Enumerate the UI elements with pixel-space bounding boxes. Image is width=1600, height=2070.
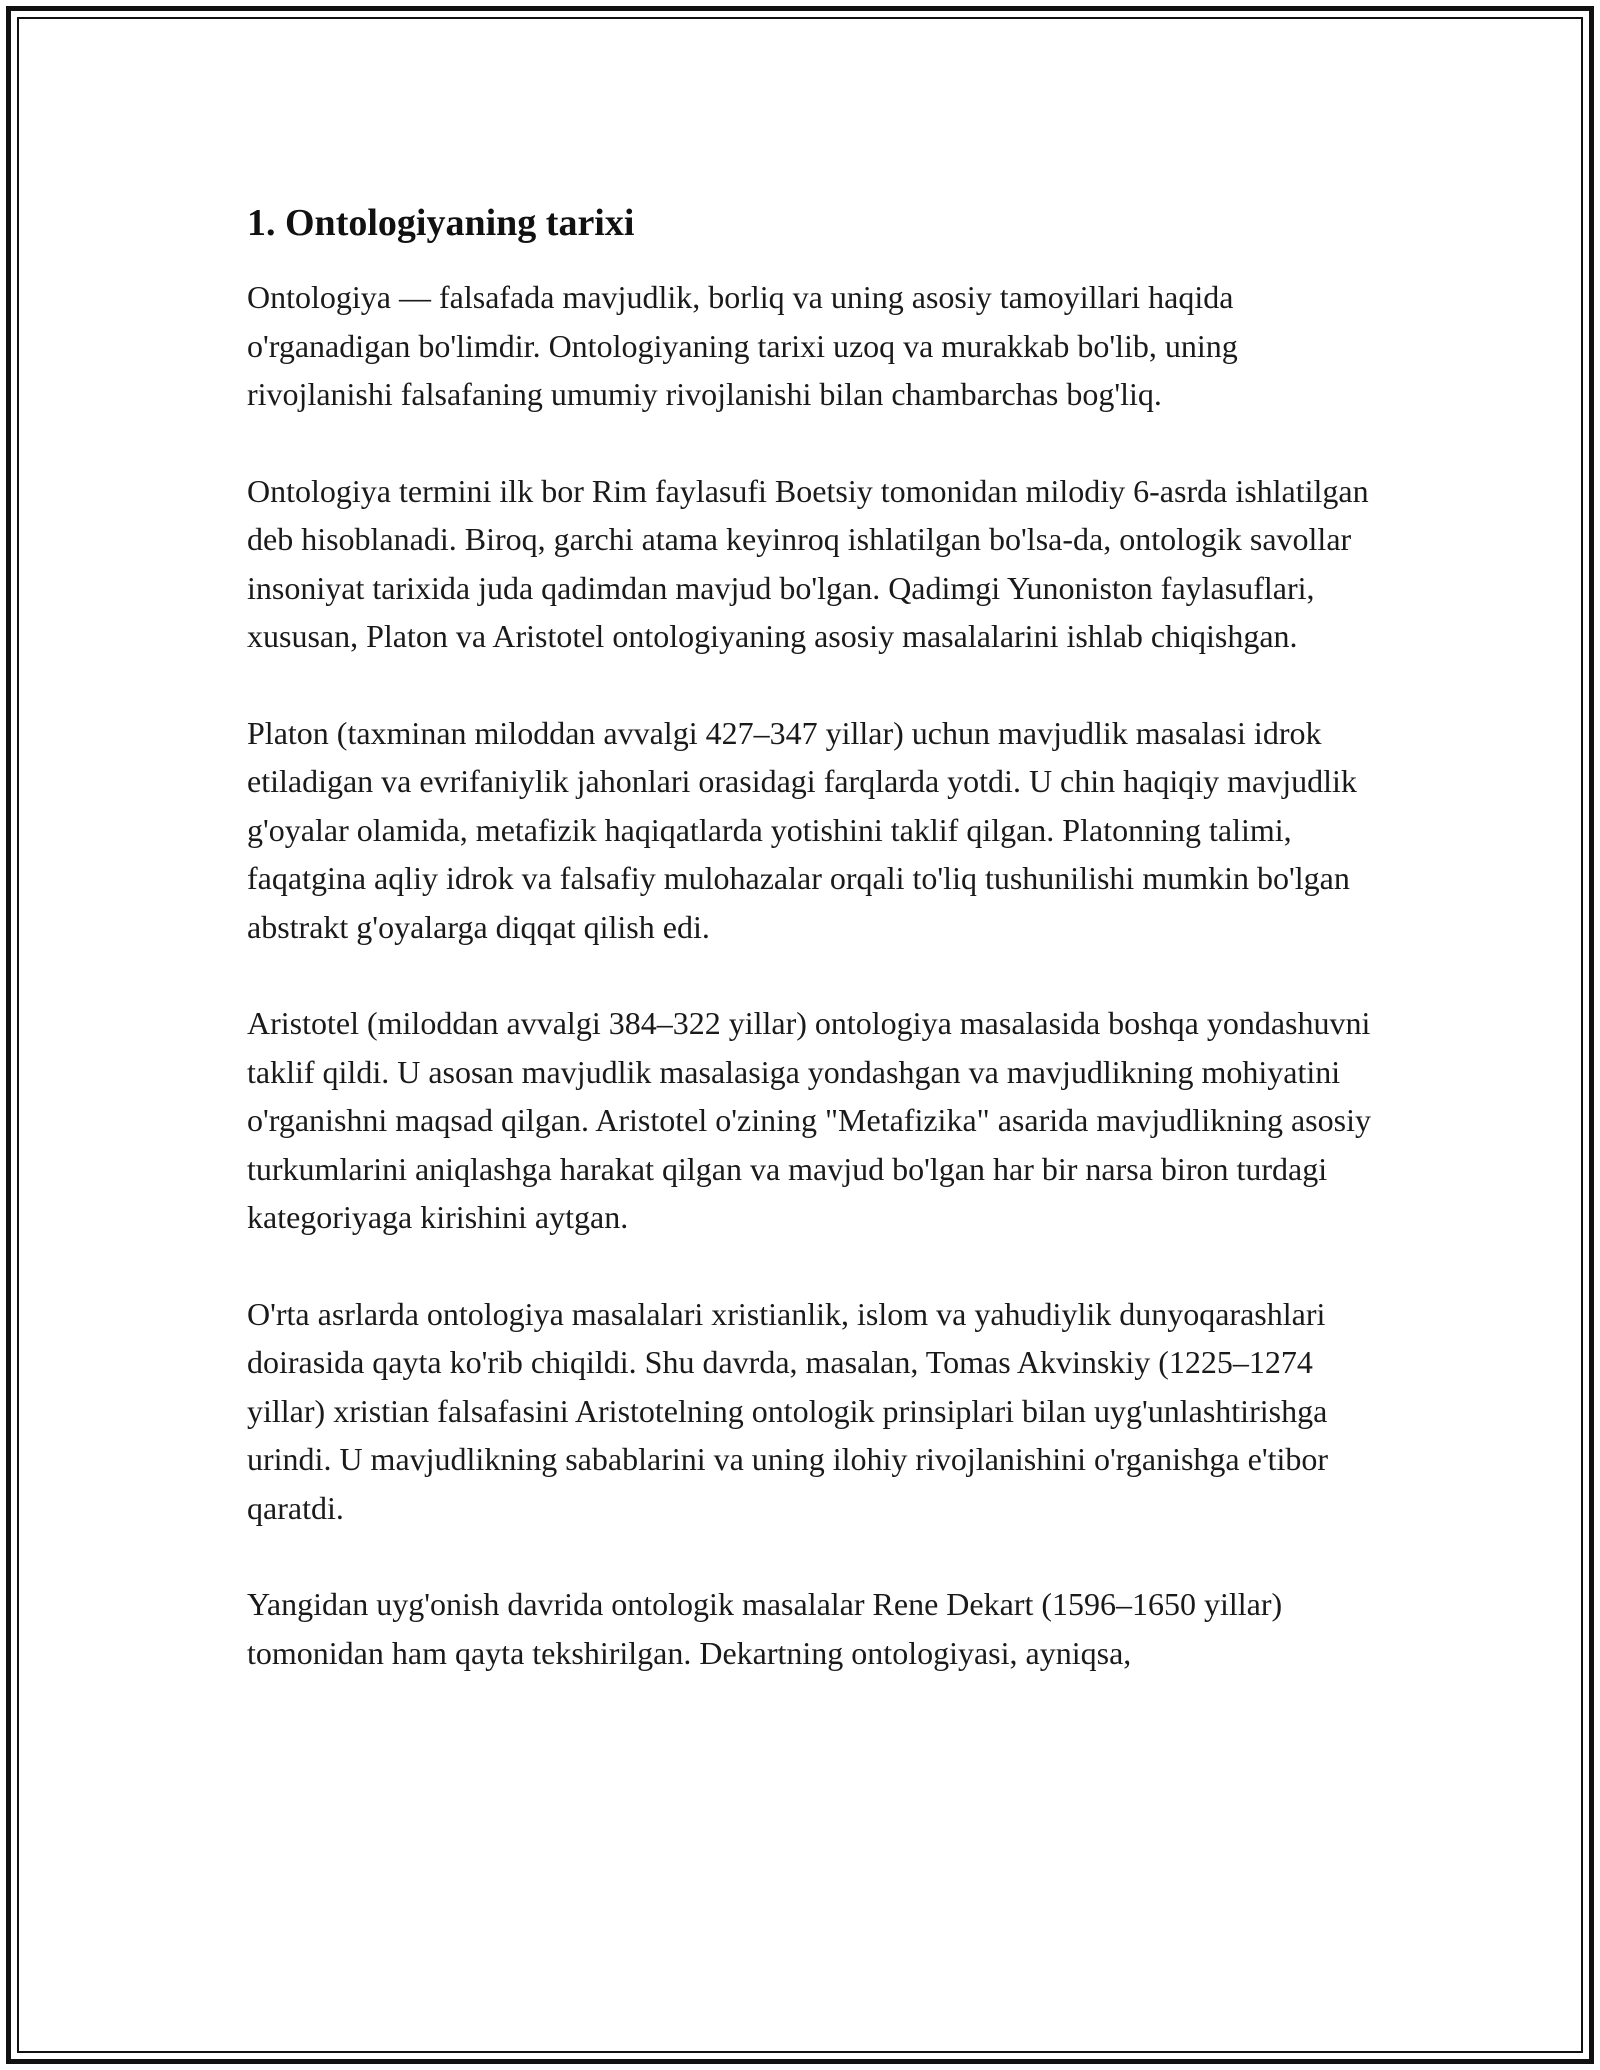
paragraph-intro: Ontologiya — falsafada mavjudlik, borliq va uning asosiy tamoyillari haqida o'rganadigan bo'limdir. Ontologiyaning tarixi uzoq va murakkab bo'lib, uning rivojlanishi falsafaning umumiy rivojlanishi bilan chambarchas bog'liq. xyxy=(247,279,1238,412)
paragraph-middle-ages: O'rta asrlarda ontologiya masalalari xristianlik, islom va yahudiylik dunyoqarashlari doirasida qayta ko'rib chiqildi. Shu davrda, masalan, Tomas Akvinskiy (1225–1274 yillar) xristian falsafasini Aristotelning ontologik prinsiplari bilan uyg'unlashtirishga urindi. U mavjudlikning sabablarini va uning ilohiy rivojlanishini o'rganishga e'tibor qaratdi. xyxy=(247,1295,1329,1526)
document-body xyxy=(247,197,1387,1725)
paragraph-boetsiy: Ontologiya termini ilk bor Rim faylasufi Boetsiy tomonidan milodiy 6-asrda ishlatilgan deb hisoblanadi. Biroq, garchi atama keyinroq ishlatilgan bo'lsa-da, ontologik savollar insoniyat tarixida juda qadimdan mavjud bo'lgan. Qadimgi Yunoniston faylasuflari, xususan, Platon va Aristotel ontologiyaning asosiy masalalarini ishlab chiqishgan. xyxy=(247,472,1369,654)
section-heading: 1. Ontologiyaning tarixi xyxy=(247,202,635,244)
paragraph-aristotel: Aristotel (miloddan avvalgi 384–322 yillar) ontologiya masalasida boshqa yondashuvni taklif qildi. U asosan mavjudlik masalasiga yondashgan va mavjudlikning mohiyatini o'rganishni maqsad qilgan. Aristotel o'zining "Metafizika" asarida mavjudlikning asosiy turkumlarini aniqlashga harakat qilgan va mavjud bo'lgan har bir narsa biron turdagi kategoriyaga kirishini aytgan. xyxy=(247,1005,1371,1235)
page-border xyxy=(6,6,1594,2064)
paragraph-platon: Platon (taxminan miloddan avvalgi 427–347 yillar) uchun mavjudlik masalasi idrok etiladigan va evrifaniylik jahonlari orasidagi farqlarda yotdi. U chin haqiqiy mavjudlik g'oyalar olamida, metafizik haqiqatlarda yotishini taklif qilgan. Platonning talimi, faqatgina aqliy idrok va falsafiy mulohazalar orqali to'liq tushunilishi mumkin bo'lgan abstrakt g'oyalarga diqqat qilish edi. xyxy=(247,714,1357,945)
paragraph-renaissance: Yangidan uyg'onish davrida ontologik masalalar Rene Dekart (1596–1650 yillar) tomonidan ham qayta tekshirilgan. Dekartning ontologiyasi, ayniqsa, xyxy=(247,1586,1283,1671)
